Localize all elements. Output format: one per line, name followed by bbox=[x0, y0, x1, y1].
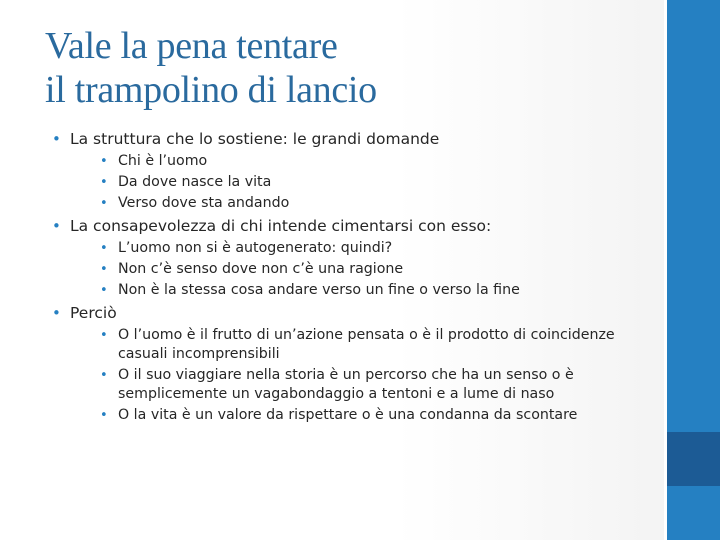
bullet-text: La consapevolezza di chi intende cimentarsi con esso: bbox=[70, 217, 492, 235]
slide-body bbox=[52, 128, 652, 427]
bullet-icon: • bbox=[100, 154, 108, 169]
sub-bullet-text: Non c’è senso dove non c’è una ragione bbox=[118, 261, 404, 277]
sub-bullet-item bbox=[100, 281, 652, 300]
bullet-icon: • bbox=[52, 217, 61, 235]
sub-bullet-item bbox=[100, 326, 652, 364]
sub-bullet-text: L’uomo non si è autogenerato: quindi? bbox=[118, 240, 393, 256]
bullet-icon: • bbox=[100, 328, 108, 343]
bullet-icon: • bbox=[52, 304, 61, 322]
bullet-icon: • bbox=[100, 262, 108, 277]
sub-bullet-item bbox=[100, 194, 652, 213]
bullet-icon: • bbox=[100, 175, 108, 190]
bullet-icon: • bbox=[100, 283, 108, 298]
slide-title-line-2: il trampolino di lancio bbox=[45, 69, 377, 111]
bullet-icon: • bbox=[100, 196, 108, 211]
bullet-icon: • bbox=[52, 130, 61, 148]
bullet-item bbox=[52, 302, 652, 325]
sub-bullet-text: Non è la stessa cosa andare verso un fine o verso la fine bbox=[118, 282, 520, 298]
sub-bullet-item bbox=[100, 173, 652, 192]
bullet-item bbox=[52, 128, 652, 151]
bullet-item bbox=[52, 215, 652, 238]
bullet-text: La struttura che lo sostiene: le grandi domande bbox=[70, 130, 440, 148]
bullet-text: Perciò bbox=[70, 304, 117, 322]
sub-bullet-item bbox=[100, 239, 652, 258]
sub-bullet-item bbox=[100, 406, 652, 425]
bullet-icon: • bbox=[100, 241, 108, 256]
bullet-icon: • bbox=[100, 368, 108, 383]
sub-bullet-text: Chi è l’uomo bbox=[118, 153, 208, 169]
sub-list bbox=[76, 239, 652, 300]
sub-bullet-text: O la vita è un valore da rispettare o è una condanna da scontare bbox=[118, 407, 578, 423]
slide-title-line-1: Vale la pena tentare bbox=[45, 25, 338, 67]
sub-list bbox=[76, 326, 652, 425]
sub-bullet-item bbox=[100, 366, 652, 404]
sub-bullet-item bbox=[100, 260, 652, 279]
sub-bullet-text: O l’uomo è il frutto di un’azione pensata o è il prodotto di coincidenze casuali incomprensibili bbox=[118, 327, 615, 362]
decorative-sidebar-block bbox=[667, 432, 720, 486]
sub-bullet-text: O il suo viaggiare nella storia è un percorso che ha un senso o è semplicemente un vagabondaggio a tentoni e a lume di naso bbox=[118, 367, 574, 402]
sub-bullet-item bbox=[100, 152, 652, 171]
slide-title bbox=[45, 24, 645, 112]
sub-bullet-text: Verso dove sta andando bbox=[118, 195, 290, 211]
sub-bullet-text: Da dove nasce la vita bbox=[118, 174, 272, 190]
bullet-icon: • bbox=[100, 408, 108, 423]
sub-list bbox=[76, 152, 652, 213]
